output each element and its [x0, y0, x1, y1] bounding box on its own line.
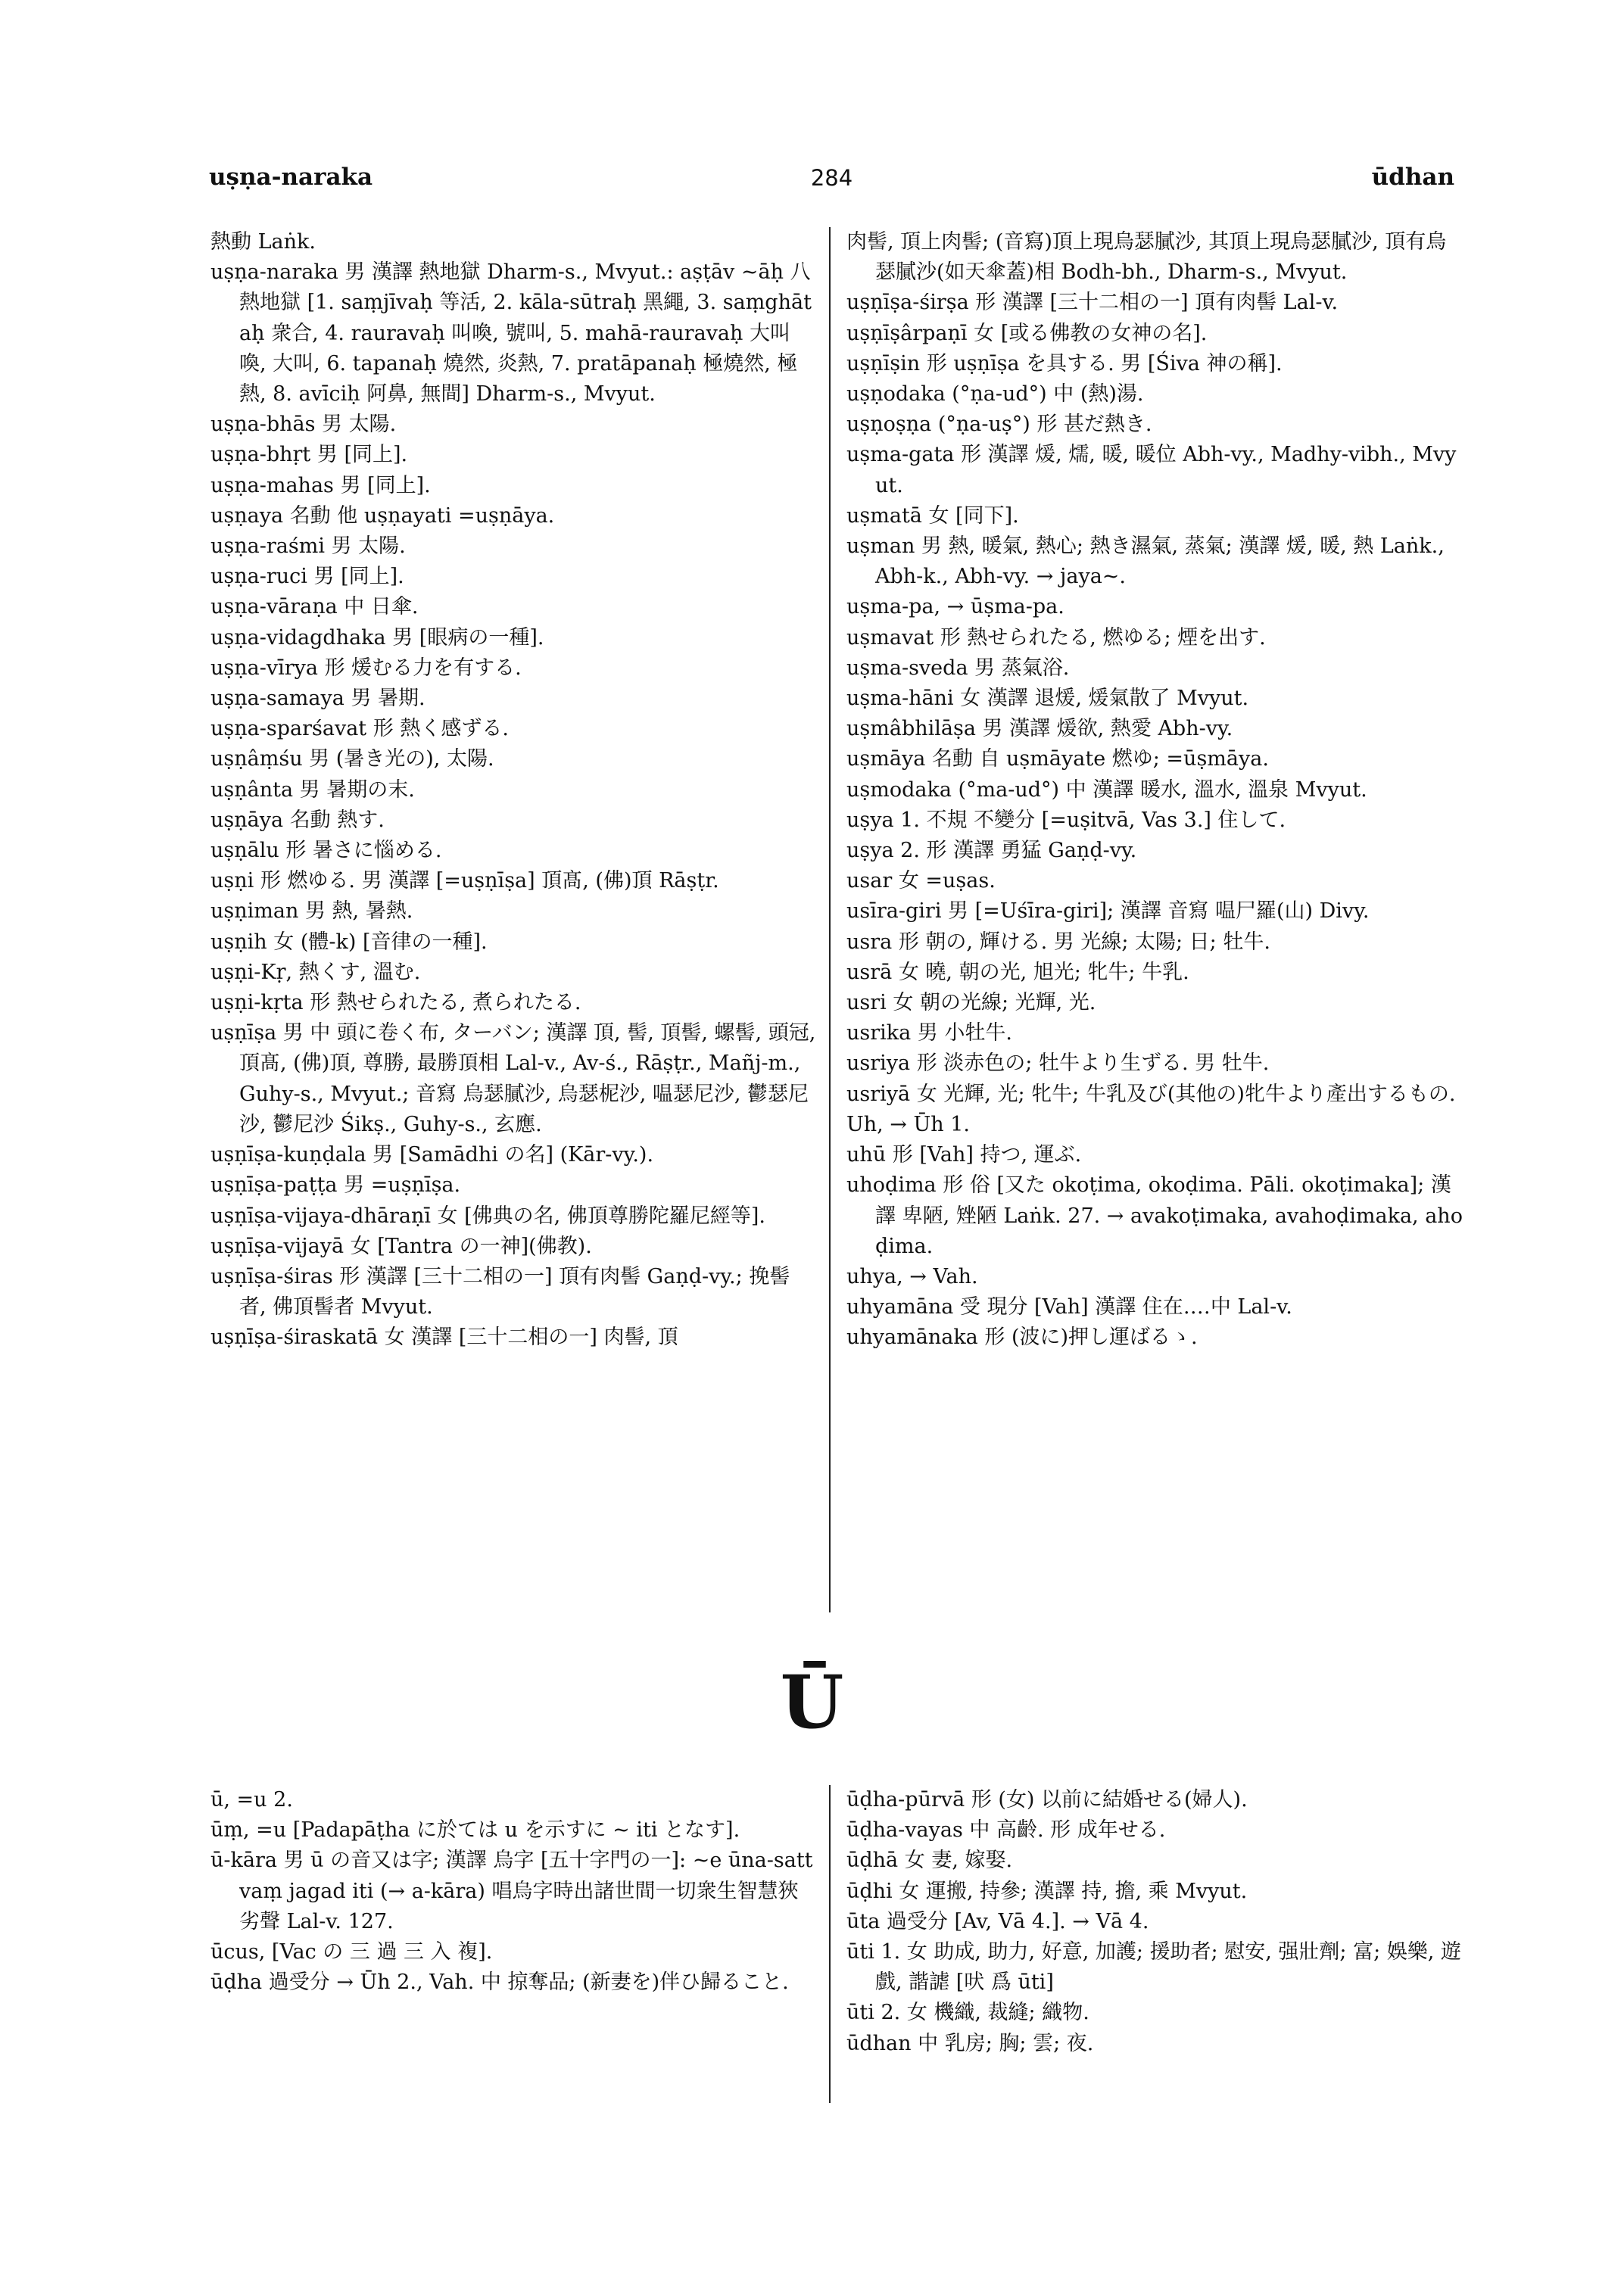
dictionary-entry: uṣya 2. 形 漢譯 勇猛 Gaṇḍ-vy.: [846, 839, 1137, 863]
dictionary-entry: ūdhan 中 乳房; 胸; 雲; 夜.: [846, 2031, 1094, 2055]
dictionary-entry: uṣṇânta 男 暑期の末.: [210, 777, 415, 802]
section-letter: Ū: [780, 1659, 844, 1745]
dictionary-entry: uhyamāna 受 現分 [Vah] 漢譯 住在‥‥中 Lal-v.: [846, 1295, 1292, 1319]
dictionary-entry: uṣṇi-kṛta 形 熱せられたる, 煮られたる.: [210, 991, 581, 1015]
dictionary-entry: uṣmâbhilāṣa 男 漢譯 煖欲, 熱愛 Abh-vy.: [846, 717, 1233, 741]
dictionary-entry: uṣṇi-Kṛ, 熱くす, 溫む.: [210, 960, 421, 984]
dictionary-entry: uṣṇa-samaya 男 暑期.: [210, 687, 425, 711]
dictionary-entry: uṣma-sveda 男 蒸氣浴.: [846, 656, 1070, 680]
dictionary-entry: ū-kāra 男 ū の音又は字; 漢譯 烏字 [五十字門の一]: ~e ūna-sattvaṃ jagad iti (→ a-kāra) 唱烏字時出諸世間一切衆生智慧狹劣聲 Lal-v. 127.: [210, 1849, 813, 1933]
dictionary-entry: uṣma-gata 形 漢譯 煖, 燸, 暖, 暖位 Abh-vy., Madhy-vibh., Mvyut.: [846, 443, 1457, 497]
page-number: 284: [810, 165, 853, 191]
dictionary-entry: uṣṇa-raśmi 男 太陽.: [210, 534, 406, 559]
column-1: [210, 227, 816, 1354]
dictionary-entry: uṣma-hāni 女 漢譯 退煖, 煖氣散了 Mvyut.: [846, 687, 1249, 711]
dictionary-entry: uṣṇa-naraka 男 漢譯 熱地獄 Dharm-s., Mvyut.: aṣṭāv ~āḥ 八熱地獄 [1. saṃjīvaḥ 等活, 2. kāla-sūtraḥ 黑繩, 3. saṃghātaḥ 衆合, 4. rauravaḥ 叫喚, 號叫, 5. mahā-rauravaḥ 大叫喚, 大叫, 6. tapanaḥ 燒然, 炎熱, 7. pratāpanaḥ 極燒然, 極熱, 8. avīciḥ 阿鼻, 無間] Dharm-s., Mvyut.: [210, 260, 812, 407]
dictionary-entry: usri 女 朝の光線; 光輝, 光.: [846, 991, 1096, 1015]
dictionary-entry: uṣmāya 名動 自 uṣmāyate 燃ゆ; =ūṣmāya.: [846, 747, 1269, 771]
dictionary-entry: usīra-giri 男 [=Uśīra-giri]; 漢譯 音寫 嗢尸羅(山) Divy.: [846, 899, 1370, 924]
dictionary-entry: uṣṇīṣin 形 uṣṇīṣa を具する. 男 [Śiva 神の稱].: [846, 351, 1283, 375]
dictionary-entry: uṣṇoṣṇa (°ṇa-uṣ°) 形 甚だ熱き.: [846, 413, 1152, 437]
dictionary-entry: uṣṇīṣa 男 中 頭に卷く布, ターバン; 漢譯 頂, 髻, 頂髻, 螺髻, 頭冠, 頂髙, (佛)頂, 尊勝, 最勝頂相 Lal-v., Av-ś., Rāṣṭr., Mañj-m., Guhy-s., Mvyut.; 音寫 烏瑟膩沙, 烏瑟柅沙, 嗢瑟尼沙, 鬱瑟尼沙, 鬱尼沙 Śikṣ., Guhy-s., 玄應.: [210, 1021, 816, 1136]
dictionary-entry: ūḍha-vayas 中 高齡. 形 成年せる.: [846, 1818, 1166, 1843]
dictionary-entry: ūcus, [Vac の 三 過 三 入 複].: [210, 1940, 493, 1964]
dictionary-entry: uṣṇâṃśu 男 (暑き光の), 太陽.: [210, 747, 494, 771]
header-first-entry: uṣṇa-naraka: [209, 164, 373, 191]
column-4: [846, 1785, 1463, 2059]
dictionary-entry: uṣṇāya 名動 熱す.: [210, 808, 385, 832]
dictionary-entry: ūḍha 過受分 → Ūh 2., Vah. 中 掠奪品; (新妻を)伴ひ歸ること.: [210, 1971, 789, 1995]
dictionary-entry: uṣya 1. 不規 不變分 [=uṣitvā, Vas 3.] 住して.: [846, 808, 1286, 832]
column-2: [846, 227, 1463, 1354]
dictionary-entry: usrā 女 曉, 朝の光, 旭光; 牝牛; 牛乳.: [846, 960, 1189, 984]
dictionary-entry: Uh, → Ūh 1.: [846, 1112, 971, 1136]
dictionary-entry: usriyā 女 光輝, 光; 牝牛; 牛乳及び(其他の)牝牛より產出するもの.: [846, 1082, 1456, 1106]
dictionary-entry: ūti 2. 女 機織, 裁縫; 織物.: [846, 2001, 1089, 2025]
dictionary-entry: ūḍha-pūrvā 形 (女) 以前に結婚せる(婦人).: [846, 1788, 1248, 1812]
dictionary-entry: ūḍhā 女 妻, 嫁娶.: [846, 1849, 1013, 1873]
dictionary-entry: uṣṇīṣa-śiraskatā 女 漢譯 [三十二相の一] 肉髻, 頂: [210, 1326, 678, 1350]
dictionary-entry: uṣṇīṣa-paṭṭa 男 =uṣṇīṣa.: [210, 1173, 461, 1198]
dictionary-entry: uṣṇīṣa-vijaya-dhāraṇī 女 [佛典の名, 佛頂尊勝陀羅尼經等].: [210, 1204, 765, 1228]
dictionary-entry: uṣṇiman 男 熱, 暑熱.: [210, 899, 413, 924]
dictionary-entry: uṣṇa-sparśavat 形 熱く感ずる.: [210, 717, 509, 741]
dictionary-entry: uṣṇīṣa-kuṇḍala 男 [Samādhi の名] (Kār-vy.).: [210, 1143, 654, 1167]
dictionary-entry: 肉髻, 頂上肉髻; (音寫)頂上現烏瑟膩沙, 其頂上現烏瑟膩沙, 頂有烏瑟膩沙(如天傘蓋)相 Bodh-bh., Dharm-s., Mvyut.: [846, 230, 1447, 285]
dictionary-entry: uṣmatā 女 [同下].: [846, 503, 1019, 528]
dictionary-entry: uhū 形 [Vah] 持つ, 運ぶ.: [846, 1143, 1082, 1167]
column-rule-top: [829, 227, 831, 1612]
dictionary-entry: usriya 形 淡赤色の; 牡牛より生ずる. 男 牡牛.: [846, 1051, 1270, 1076]
dictionary-entry: uṣṇīṣa-śirṣa 形 漢譯 [三十二相の一] 頂有肉髻 Lal-v.: [846, 291, 1339, 315]
dictionary-entry: uṣṇi 形 燃ゆる. 男 漢譯 [=uṣṇīṣa] 頂髙, (佛)頂 Rāṣṭr.: [210, 869, 719, 893]
dictionary-entry: ū, =u 2.: [210, 1788, 293, 1812]
dictionary-entry: uhya, → Vah.: [846, 1264, 978, 1288]
dictionary-entry: uṣṇa-mahas 男 [同上].: [210, 473, 431, 497]
dictionary-entry: uṣman 男 熱, 暖氣, 熱心; 熱き濕氣, 蒸氣; 漢譯 煖, 暖, 熱 Laṅk., Abh-k., Abh-vy. → jaya~.: [846, 534, 1445, 589]
dictionary-entry: uṣṇa-bhṛt 男 [同上].: [210, 443, 408, 467]
dictionary-entry: uṣmodaka (°ma-ud°) 中 漢譯 暖水, 溫水, 溫泉 Mvyut.: [846, 777, 1367, 802]
dictionary-entry: uṣmavat 形 熱せられたる, 燃ゆる; 煙を出す.: [846, 625, 1266, 650]
dictionary-entry: ūṃ, =u [Padapāṭha に於ては u を示すに ~ iti となす].: [210, 1818, 740, 1843]
dictionary-entry: uṣṇīṣa-vijayā 女 [Tantra の一神](佛教).: [210, 1234, 592, 1258]
dictionary-entry: uṣṇa-vāraṇa 中 日傘.: [210, 595, 419, 619]
dictionary-entry: ūti 1. 女 助成, 助力, 好意, 加護; 援助者; 慰安, 强壯劑; 富; 娛樂, 遊戲, 諧謔 [吠 爲 ūti]: [846, 1940, 1461, 1995]
dictionary-entry: 熱動 Laṅk.: [210, 230, 316, 254]
dictionary-entry: ūta 過受分 [Av, Vā 4.]. → Vā 4.: [846, 1909, 1149, 1933]
dictionary-entry: ūḍhi 女 運搬, 持參; 漢譯 持, 擔, 乘 Mvyut.: [846, 1879, 1248, 1903]
dictionary-entry: uṣṇālu 形 暑さに惱める.: [210, 839, 442, 863]
dictionary-entry: uṣma-pa, → ūṣma-pa.: [846, 595, 1064, 619]
dictionary-entry: uṣṇodaka (°ṇa-ud°) 中 (熱)湯.: [846, 382, 1144, 407]
dictionary-entry: uṣṇa-ruci 男 [同上].: [210, 565, 404, 589]
dictionary-entry: uṣṇa-vīrya 形 煖むる力を有する.: [210, 656, 522, 680]
dictionary-entry: uṣṇīṣârpaṇī 女 [或る佛教の女神の名].: [846, 321, 1208, 345]
dictionary-entry: uhoḍima 形 俗 [又た okoṭima, okoḍima. Pāli. okoṭimaka]; 漢譯 卑陋, 矬陋 Laṅk. 27. → avakoṭimaka, avahoḍimaka, ahoḍima.: [846, 1173, 1463, 1258]
column-3: [210, 1785, 816, 1998]
column-rule-bottom: [829, 1785, 831, 2103]
dictionary-entry: uṣṇa-bhās 男 太陽.: [210, 413, 397, 437]
dictionary-entry: uṣṇaya 名動 他 uṣṇayati =uṣṇāya.: [210, 503, 555, 528]
dictionary-entry: uṣṇih 女 (體-k) [音律の一種].: [210, 930, 488, 954]
header-last-entry: ūdhan: [1371, 164, 1454, 191]
dictionary-entry: uṣṇa-vidagdhaka 男 [眼病の一種].: [210, 625, 544, 650]
running-header: [209, 164, 1454, 194]
dictionary-entry: uhyamānaka 形 (波に)押し運ばるゝ.: [846, 1326, 1198, 1350]
dictionary-entry: usra 形 朝の, 輝ける. 男 光線; 太陽; 日; 牡牛.: [846, 930, 1270, 954]
dictionary-entry: usar 女 =uṣas.: [846, 869, 996, 893]
dictionary-entry: usrika 男 小牡牛.: [846, 1021, 1012, 1045]
dictionary-entry: uṣṇīṣa-śiras 形 漢譯 [三十二相の一] 頂有肉髻 Gaṇḍ-vy.; 挽髻者, 佛頂髻者 Mvyut.: [210, 1264, 790, 1319]
